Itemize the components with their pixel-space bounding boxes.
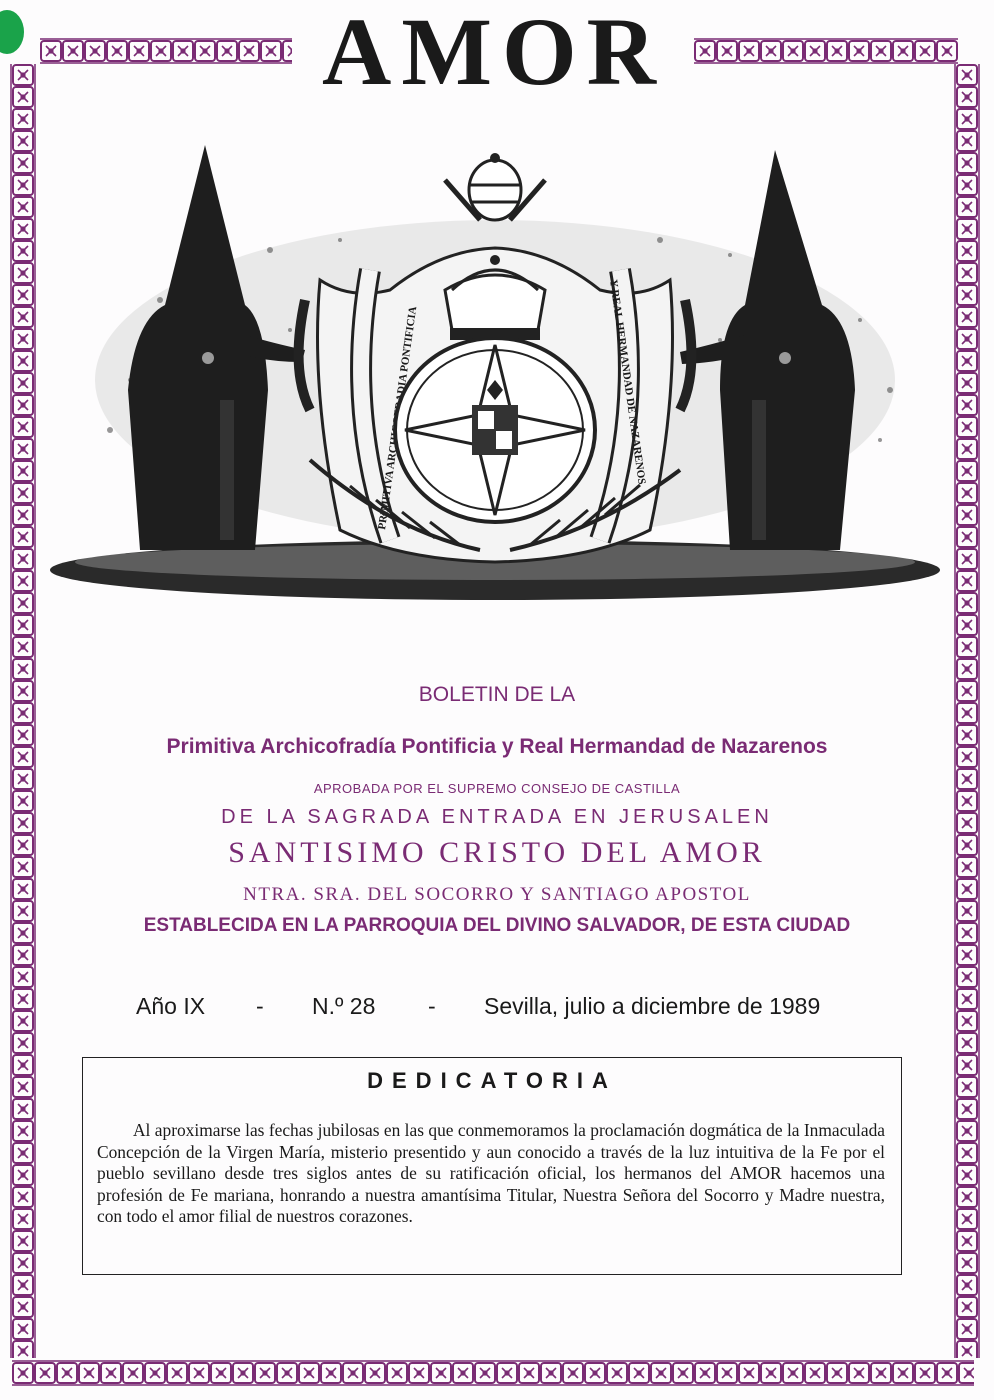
dedication-box bbox=[82, 1057, 902, 1275]
dedication-title: DEDICATORIA bbox=[367, 1068, 617, 1093]
emblem-ribbon-left: PRIMITIVA PONTIFICIA bbox=[376, 305, 420, 531]
emblem-ribbon-right: Y REAL HERMANDAD DE NAZARENOS bbox=[607, 278, 648, 486]
masthead-title: AMOR bbox=[322, 0, 666, 105]
cristo-del-amor-line: SANTISIMO CRISTO DEL AMOR bbox=[228, 836, 766, 869]
ornamental-border-left bbox=[8, 64, 38, 1358]
bulletin-label: BOLETIN DE LA bbox=[418, 683, 576, 706]
ornamental-border-right bbox=[952, 64, 982, 1358]
sagrada-entrada-line: DE LA SAGRADA ENTRADA EN JERUSALEN bbox=[221, 806, 773, 828]
ornamental-border-top-right bbox=[694, 36, 958, 66]
brotherhood-name: Primitiva Archicofradía Pontificia y Real Hermandad de Nazarenos bbox=[166, 735, 828, 758]
approval-line: APROBADA POR EL SUPREMO CONSEJO DE CASTILLA bbox=[313, 781, 681, 796]
cross-medallion bbox=[395, 338, 595, 522]
dedication-text: Al aproximarse las fechas jubilosas en las que conmemoramos la proclamación dogmática de la Inmaculada Concepción de la Virgen María, misterio presentido y aun conocido a través de la luz intuitiva de la Fe por el pueblo sevillano desde tres siglos antes de su ratificación oficial, los hermanos del AMOR hacemos una profesión de Fe mariana, honrando a nuestra amantísima Titular, Nuestra Señora del Socorro y Madre nuestra, con todo el amor filial de nuestros corazones. bbox=[97, 1120, 885, 1227]
issue-separator: - bbox=[428, 993, 436, 1019]
issue-year: Año IX bbox=[136, 993, 206, 1019]
parish-line: ESTABLECIDA EN LA PARROQUIA DEL DIVINO SALVADOR, DE ESTA CIUDAD bbox=[143, 915, 851, 936]
issue-number: N.º 28 bbox=[312, 993, 376, 1019]
socorro-santiago-line: NTRA. SRA. DEL SOCORRO Y SANTIAGO APOSTOL bbox=[243, 884, 751, 905]
green-corner-marker bbox=[0, 10, 24, 54]
papal-tiara bbox=[445, 153, 545, 220]
ornamental-border-top-left bbox=[40, 36, 292, 66]
ornamental-border-bottom bbox=[12, 1358, 974, 1388]
coat-of-arms-illustration bbox=[40, 130, 950, 620]
issue-separator: - bbox=[256, 993, 264, 1019]
issue-place-date: Sevilla, julio a diciembre de 1989 bbox=[484, 993, 821, 1019]
